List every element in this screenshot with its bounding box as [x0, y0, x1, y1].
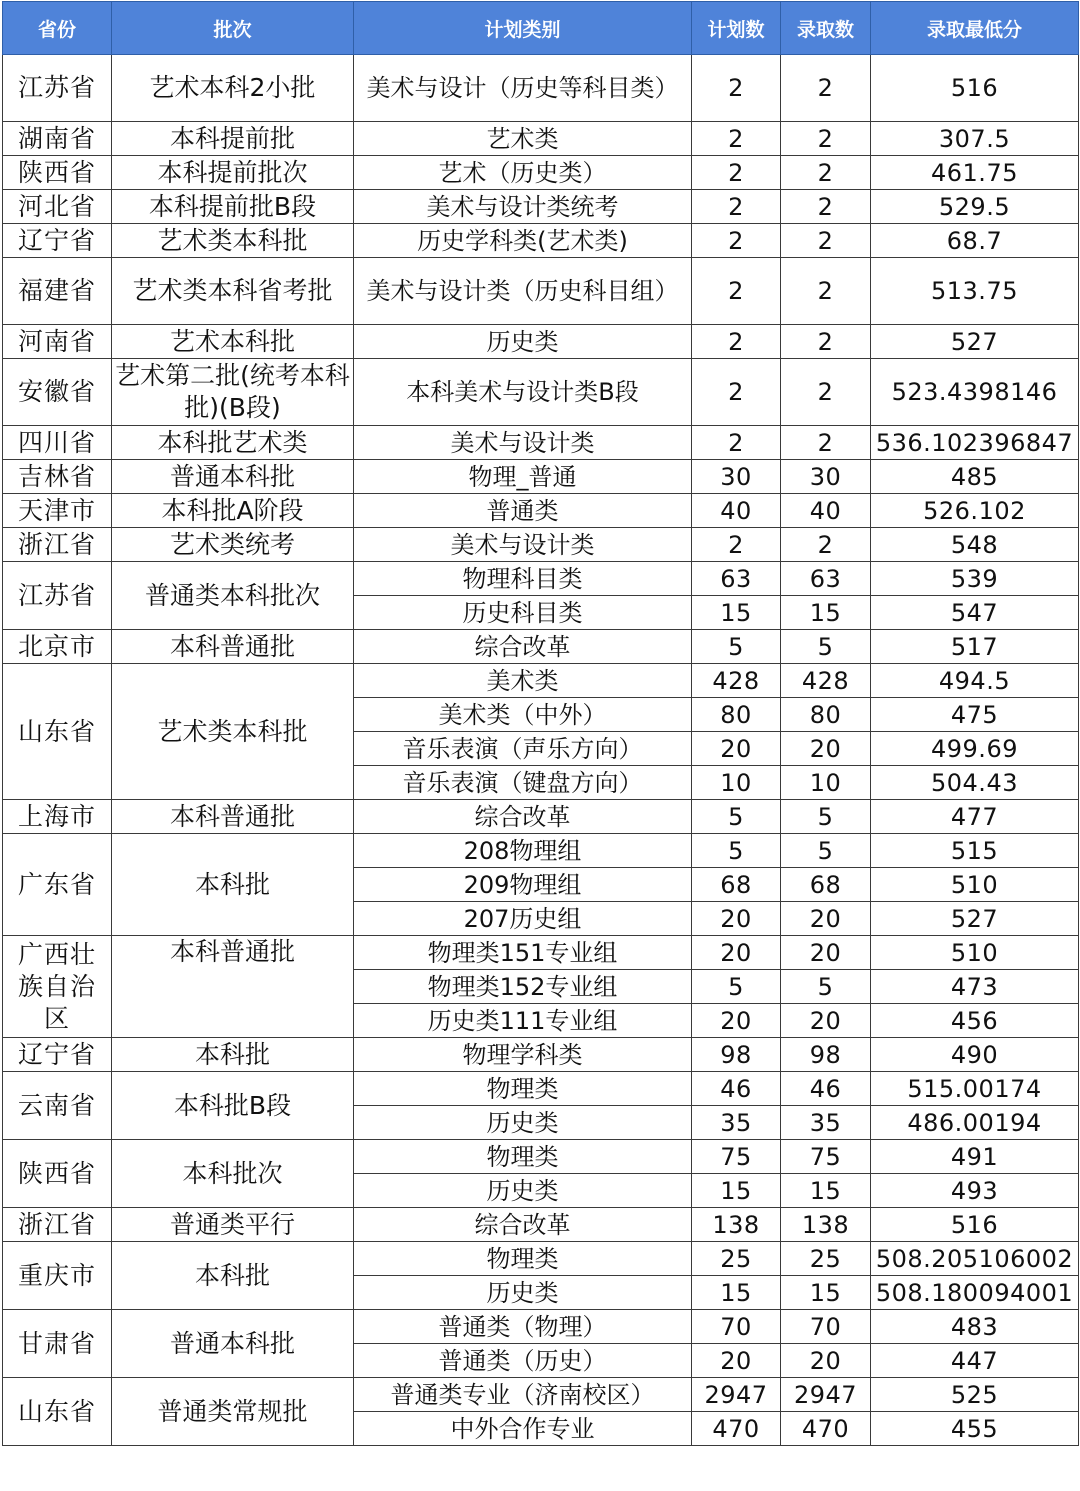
plan-cell: 63	[692, 562, 781, 596]
plan-cell: 5	[692, 800, 781, 834]
category-cell: 美术类（中外）	[354, 698, 692, 732]
admitted-cell: 2	[781, 426, 871, 460]
table-row	[3, 1208, 1079, 1242]
plan-cell: 75	[692, 1140, 781, 1174]
province-cell: 甘肃省	[3, 1310, 112, 1378]
batch-cell: 本科批艺术类	[112, 426, 354, 460]
table-row	[3, 494, 1079, 528]
admitted-cell: 30	[781, 460, 871, 494]
admitted-cell: 2	[781, 325, 871, 359]
table-row	[3, 528, 1079, 562]
min-score-cell: 515.00174	[871, 1072, 1079, 1106]
min-score-cell: 307.5	[871, 122, 1079, 156]
plan-cell: 15	[692, 596, 781, 630]
batch-cell: 普通类平行	[112, 1208, 354, 1242]
admitted-cell: 20	[781, 902, 871, 936]
plan-cell: 2	[692, 190, 781, 224]
admitted-cell: 2	[781, 359, 871, 426]
plan-cell: 2	[692, 156, 781, 190]
category-cell: 普通类	[354, 494, 692, 528]
category-cell: 艺术（历史类）	[354, 156, 692, 190]
table-row	[3, 1072, 1079, 1106]
province-cell: 云南省	[3, 1072, 112, 1140]
category-cell: 美术与设计类	[354, 528, 692, 562]
min-score-cell: 515	[871, 834, 1079, 868]
category-cell: 历史学科类(艺术类)	[354, 224, 692, 258]
province-cell: 吉林省	[3, 460, 112, 494]
plan-cell: 2	[692, 258, 781, 325]
table-row	[3, 325, 1079, 359]
table-row	[3, 800, 1079, 834]
plan-cell: 20	[692, 1004, 781, 1038]
admitted-cell: 5	[781, 834, 871, 868]
province-cell: 陕西省	[3, 156, 112, 190]
table-header-row	[3, 2, 1079, 55]
category-cell: 美术与设计（历史等科目类）	[354, 55, 692, 122]
min-score-cell: 510	[871, 868, 1079, 902]
plan-cell: 2	[692, 224, 781, 258]
category-cell: 本科美术与设计类B段	[354, 359, 692, 426]
admission-score-table	[2, 1, 1079, 1446]
admission-table-container	[2, 1, 1078, 1446]
min-score-cell: 548	[871, 528, 1079, 562]
min-score-cell: 475	[871, 698, 1079, 732]
admitted-cell: 2	[781, 190, 871, 224]
batch-cell: 本科批次	[112, 1140, 354, 1208]
admitted-cell: 68	[781, 868, 871, 902]
category-cell: 艺术类	[354, 122, 692, 156]
admitted-cell: 20	[781, 1344, 871, 1378]
admitted-cell: 63	[781, 562, 871, 596]
batch-cell: 本科批A阶段	[112, 494, 354, 528]
plan-cell: 5	[692, 630, 781, 664]
table-row	[3, 156, 1079, 190]
category-cell: 物理_普通	[354, 460, 692, 494]
plan-cell: 20	[692, 936, 781, 970]
header-plan: 计划数	[692, 2, 781, 55]
min-score-cell: 529.5	[871, 190, 1079, 224]
batch-cell: 本科批	[112, 834, 354, 936]
batch-cell: 普通类本科批次	[112, 562, 354, 630]
table-row	[3, 460, 1079, 494]
plan-cell: 70	[692, 1310, 781, 1344]
admitted-cell: 75	[781, 1140, 871, 1174]
province-cell: 浙江省	[3, 528, 112, 562]
plan-cell: 2	[692, 55, 781, 122]
batch-cell: 艺术类本科批	[112, 224, 354, 258]
province-cell: 山东省	[3, 1378, 112, 1446]
category-cell: 历史类	[354, 1276, 692, 1310]
category-cell: 美术与设计类	[354, 426, 692, 460]
plan-cell: 470	[692, 1412, 781, 1446]
category-cell: 普通类专业（济南校区）	[354, 1378, 692, 1412]
category-cell: 物理类152专业组	[354, 970, 692, 1004]
province-cell: 广东省	[3, 834, 112, 936]
batch-cell: 艺术本科批	[112, 325, 354, 359]
province-cell: 山东省	[3, 664, 112, 800]
admitted-cell: 2	[781, 528, 871, 562]
category-cell: 物理科目类	[354, 562, 692, 596]
table-row	[3, 426, 1079, 460]
admitted-cell: 10	[781, 766, 871, 800]
table-row	[3, 834, 1079, 868]
category-cell: 209物理组	[354, 868, 692, 902]
header-category: 计划类别	[354, 2, 692, 55]
admitted-cell: 470	[781, 1412, 871, 1446]
plan-cell: 138	[692, 1208, 781, 1242]
category-cell: 物理学科类	[354, 1038, 692, 1072]
province-cell: 广西壮族自治区	[3, 936, 112, 1038]
min-score-cell: 527	[871, 902, 1079, 936]
batch-cell: 艺术类本科省考批	[112, 258, 354, 325]
table-row	[3, 359, 1079, 426]
batch-cell: 艺术类统考	[112, 528, 354, 562]
header-batch: 批次	[112, 2, 354, 55]
table-row	[3, 122, 1079, 156]
province-cell: 陕西省	[3, 1140, 112, 1208]
batch-cell: 本科批B段	[112, 1072, 354, 1140]
min-score-cell: 516	[871, 1208, 1079, 1242]
admitted-cell: 138	[781, 1208, 871, 1242]
plan-cell: 10	[692, 766, 781, 800]
province-cell: 上海市	[3, 800, 112, 834]
min-score-cell: 510	[871, 936, 1079, 970]
plan-cell: 2	[692, 528, 781, 562]
min-score-cell: 508.180094001	[871, 1276, 1079, 1310]
admitted-cell: 25	[781, 1242, 871, 1276]
table-row	[3, 1242, 1079, 1276]
category-cell: 美术与设计类（历史科目组）	[354, 258, 692, 325]
plan-cell: 5	[692, 834, 781, 868]
table-row	[3, 664, 1079, 698]
category-cell: 207历史组	[354, 902, 692, 936]
plan-cell: 2	[692, 426, 781, 460]
admitted-cell: 80	[781, 698, 871, 732]
plan-cell: 35	[692, 1106, 781, 1140]
batch-cell: 本科提前批次	[112, 156, 354, 190]
min-score-cell: 499.69	[871, 732, 1079, 766]
min-score-cell: 493	[871, 1174, 1079, 1208]
province-cell: 江苏省	[3, 562, 112, 630]
admitted-cell: 2	[781, 258, 871, 325]
category-cell: 普通类（物理）	[354, 1310, 692, 1344]
plan-cell: 25	[692, 1242, 781, 1276]
plan-cell: 5	[692, 970, 781, 1004]
plan-cell: 20	[692, 732, 781, 766]
batch-cell: 本科普通批	[112, 936, 354, 1038]
batch-cell: 本科普通批	[112, 630, 354, 664]
min-score-cell: 513.75	[871, 258, 1079, 325]
min-score-cell: 526.102	[871, 494, 1079, 528]
admitted-cell: 20	[781, 732, 871, 766]
plan-cell: 46	[692, 1072, 781, 1106]
province-cell: 浙江省	[3, 1208, 112, 1242]
min-score-cell: 504.43	[871, 766, 1079, 800]
admitted-cell: 2	[781, 224, 871, 258]
province-cell: 安徽省	[3, 359, 112, 426]
min-score-cell: 490	[871, 1038, 1079, 1072]
batch-cell: 艺术第二批(统考本科批)(B段)	[112, 359, 354, 426]
category-cell: 物理类	[354, 1140, 692, 1174]
province-cell: 江苏省	[3, 55, 112, 122]
admitted-cell: 70	[781, 1310, 871, 1344]
category-cell: 208物理组	[354, 834, 692, 868]
min-score-cell: 456	[871, 1004, 1079, 1038]
header-min-score: 录取最低分	[871, 2, 1079, 55]
admitted-cell: 15	[781, 596, 871, 630]
min-score-cell: 516	[871, 55, 1079, 122]
header-province: 省份	[3, 2, 112, 55]
min-score-cell: 486.00194	[871, 1106, 1079, 1140]
category-cell: 美术类	[354, 664, 692, 698]
admitted-cell: 2	[781, 122, 871, 156]
plan-cell: 80	[692, 698, 781, 732]
min-score-cell: 525	[871, 1378, 1079, 1412]
plan-cell: 15	[692, 1174, 781, 1208]
min-score-cell: 491	[871, 1140, 1079, 1174]
min-score-cell: 447	[871, 1344, 1079, 1378]
batch-cell: 艺术本科2小批	[112, 55, 354, 122]
admitted-cell: 15	[781, 1276, 871, 1310]
province-cell: 湖南省	[3, 122, 112, 156]
table-row	[3, 1310, 1079, 1344]
province-cell: 福建省	[3, 258, 112, 325]
plan-cell: 428	[692, 664, 781, 698]
plan-cell: 2	[692, 122, 781, 156]
min-score-cell: 68.7	[871, 224, 1079, 258]
plan-cell: 40	[692, 494, 781, 528]
admitted-cell: 428	[781, 664, 871, 698]
batch-cell: 本科提前批B段	[112, 190, 354, 224]
min-score-cell: 508.205106002	[871, 1242, 1079, 1276]
plan-cell: 20	[692, 1344, 781, 1378]
min-score-cell: 527	[871, 325, 1079, 359]
category-cell: 历史类	[354, 325, 692, 359]
batch-cell: 本科提前批	[112, 122, 354, 156]
province-cell: 辽宁省	[3, 1038, 112, 1072]
table-row	[3, 224, 1079, 258]
admitted-cell: 20	[781, 936, 871, 970]
plan-cell: 30	[692, 460, 781, 494]
admitted-cell: 5	[781, 970, 871, 1004]
province-cell: 北京市	[3, 630, 112, 664]
batch-cell: 普通本科批	[112, 1310, 354, 1378]
category-cell: 历史类	[354, 1106, 692, 1140]
batch-cell: 本科批	[112, 1242, 354, 1310]
table-row	[3, 562, 1079, 596]
admitted-cell: 2	[781, 156, 871, 190]
min-score-cell: 536.102396847	[871, 426, 1079, 460]
category-cell: 美术与设计类统考	[354, 190, 692, 224]
batch-cell: 艺术类本科批	[112, 664, 354, 800]
min-score-cell: 547	[871, 596, 1079, 630]
admitted-cell: 2	[781, 55, 871, 122]
province-cell: 河北省	[3, 190, 112, 224]
min-score-cell: 517	[871, 630, 1079, 664]
batch-cell: 普通类常规批	[112, 1378, 354, 1446]
category-cell: 音乐表演（键盘方向）	[354, 766, 692, 800]
category-cell: 历史类111专业组	[354, 1004, 692, 1038]
category-cell: 综合改革	[354, 800, 692, 834]
min-score-cell: 473	[871, 970, 1079, 1004]
plan-cell: 2947	[692, 1378, 781, 1412]
table-row	[3, 630, 1079, 664]
table-row	[3, 1038, 1079, 1072]
province-cell: 四川省	[3, 426, 112, 460]
plan-cell: 2	[692, 359, 781, 426]
plan-cell: 98	[692, 1038, 781, 1072]
category-cell: 物理类	[354, 1072, 692, 1106]
admitted-cell: 15	[781, 1174, 871, 1208]
category-cell: 普通类（历史）	[354, 1344, 692, 1378]
plan-cell: 15	[692, 1276, 781, 1310]
min-score-cell: 494.5	[871, 664, 1079, 698]
table-row	[3, 190, 1079, 224]
province-cell: 河南省	[3, 325, 112, 359]
admitted-cell: 5	[781, 630, 871, 664]
category-cell: 中外合作专业	[354, 1412, 692, 1446]
plan-cell: 68	[692, 868, 781, 902]
min-score-cell: 477	[871, 800, 1079, 834]
category-cell: 历史科目类	[354, 596, 692, 630]
min-score-cell: 485	[871, 460, 1079, 494]
batch-cell: 普通本科批	[112, 460, 354, 494]
category-cell: 物理类	[354, 1242, 692, 1276]
table-row	[3, 55, 1079, 122]
admitted-cell: 2947	[781, 1378, 871, 1412]
category-cell: 物理类151专业组	[354, 936, 692, 970]
admitted-cell: 40	[781, 494, 871, 528]
category-cell: 音乐表演（声乐方向）	[354, 732, 692, 766]
province-cell: 重庆市	[3, 1242, 112, 1310]
table-row	[3, 1140, 1079, 1174]
header-admitted: 录取数	[781, 2, 871, 55]
category-cell: 综合改革	[354, 630, 692, 664]
batch-cell: 本科普通批	[112, 800, 354, 834]
category-cell: 综合改革	[354, 1208, 692, 1242]
admitted-cell: 98	[781, 1038, 871, 1072]
admitted-cell: 20	[781, 1004, 871, 1038]
admitted-cell: 5	[781, 800, 871, 834]
min-score-cell: 523.4398146	[871, 359, 1079, 426]
province-cell: 辽宁省	[3, 224, 112, 258]
plan-cell: 2	[692, 325, 781, 359]
table-row	[3, 936, 1079, 970]
admitted-cell: 35	[781, 1106, 871, 1140]
admitted-cell: 46	[781, 1072, 871, 1106]
table-row	[3, 1378, 1079, 1412]
province-cell: 天津市	[3, 494, 112, 528]
min-score-cell: 483	[871, 1310, 1079, 1344]
min-score-cell: 539	[871, 562, 1079, 596]
table-row	[3, 258, 1079, 325]
min-score-cell: 455	[871, 1412, 1079, 1446]
category-cell: 历史类	[354, 1174, 692, 1208]
min-score-cell: 461.75	[871, 156, 1079, 190]
plan-cell: 20	[692, 902, 781, 936]
batch-cell: 本科批	[112, 1038, 354, 1072]
